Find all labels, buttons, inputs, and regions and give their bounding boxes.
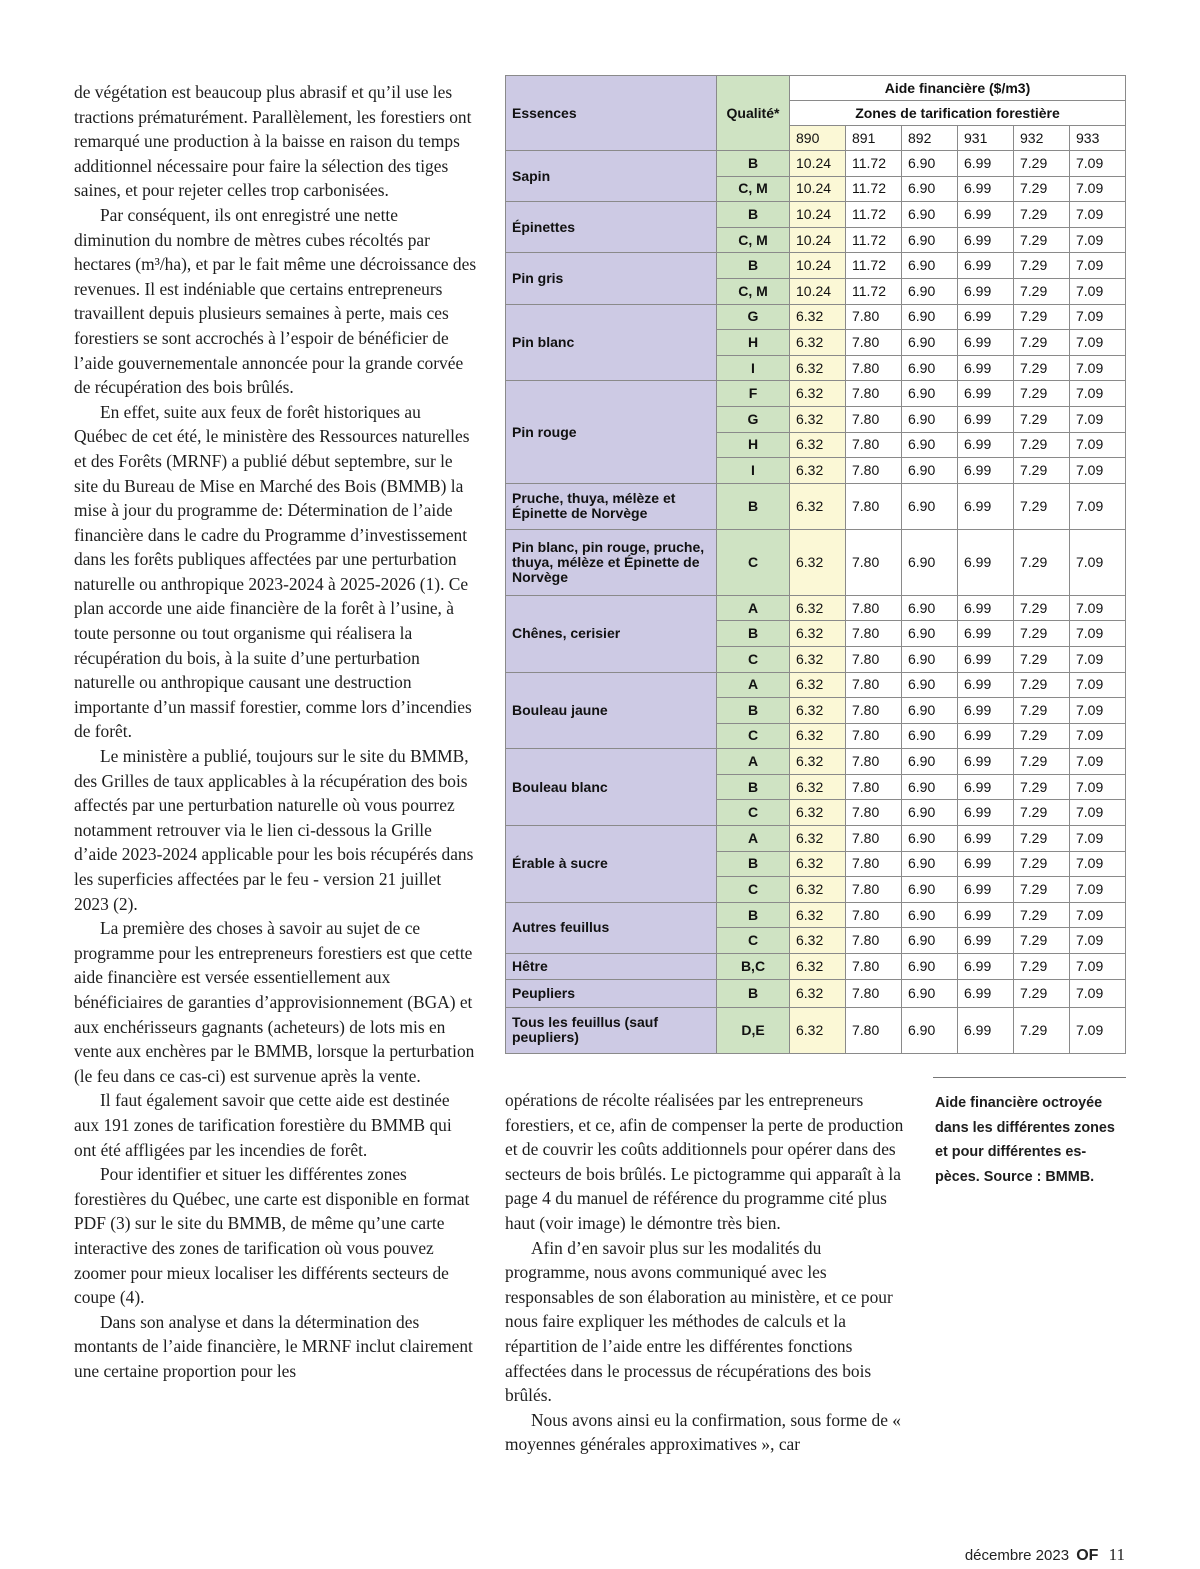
header-zones-tarification: Zones de tarification forestière [790,101,1126,126]
value-cell: 7.80 [846,826,902,852]
qualite-cell: H [717,330,790,356]
value-cell: 11.72 [846,176,902,202]
table-row [506,529,1126,595]
paragraph: Afin d’en savoir plus sur les modalités du programme, nous avons communiqué avec les responsables de son élaboration au ministère, et ce pour nous faire expliquer les méthodes de calculs et la répartition de l’aide entre les différentes fonctions affectées dans le processus de récupérations des bois brûlés. [505,1237,893,1406]
qualite-cell: B [717,851,790,877]
value-cell: 6.32 [790,304,846,330]
value-cell: 6.32 [790,774,846,800]
value-cell: 7.80 [846,595,902,621]
value-cell: 6.32 [790,800,846,826]
value-cell: 7.09 [1070,483,1126,529]
value-cell: 6.90 [902,278,958,304]
value-cell: 7.29 [1014,151,1070,177]
value-cell: 10.24 [790,151,846,177]
value-cell: 7.80 [846,646,902,672]
qualite-cell: A [717,672,790,698]
value-cell: 6.90 [902,355,958,381]
value-cell: 6.32 [790,672,846,698]
header-essences: Essences [506,76,717,151]
value-cell: 6.32 [790,432,846,458]
zone-header-cell: 890 [790,126,846,151]
essence-cell: Tous les feuillus (sauf peupliers) [506,1007,717,1053]
value-cell: 6.99 [958,529,1014,595]
value-cell: 6.90 [902,432,958,458]
qualite-cell: B [717,151,790,177]
value-cell: 6.32 [790,979,846,1007]
value-cell: 7.29 [1014,202,1070,228]
value-cell: 7.29 [1014,877,1070,903]
value-cell: 7.29 [1014,406,1070,432]
qualite-cell: B,C [717,954,790,980]
paragraph: opérations de récolte réalisées par les entrepreneurs forestiers, et ce, afin de compenser la perte de production et de couvrir les coûts additionnels pour opérer dans des secteurs de bois brûlés. Le pictogramme qui apparaît à la page 4 du manuel de référence du programme cité plus haut (voir image) le démontre très bien. [505,1090,904,1233]
value-cell: 7.29 [1014,954,1070,980]
paragraph: La première des choses à savoir au sujet de ce programme pour les entrepreneurs forestiers est que cette aide financière est versée essentiellement aux bénéficiaires de garanties d’approvisionnement (BGA) et aux enchérisseurs gagnants (acheteurs) de lots mis en vente aux enchères par le BMMB, lorsque la perturbation (le feu dans ce cas-ci) est survenue après la vente. [74,918,475,1086]
value-cell: 7.09 [1070,529,1126,595]
value-cell: 7.80 [846,902,902,928]
value-cell: 6.99 [958,202,1014,228]
value-cell: 6.99 [958,151,1014,177]
value-cell: 7.09 [1070,176,1126,202]
value-cell: 7.29 [1014,928,1070,954]
qualite-cell: B [717,483,790,529]
caption-divider [933,1077,1126,1078]
value-cell: 6.99 [958,381,1014,407]
table-row [506,979,1126,1007]
value-cell: 6.99 [958,1007,1014,1053]
value-cell: 6.99 [958,672,1014,698]
footer-date: décembre 2023 [964,1547,1070,1564]
value-cell: 7.29 [1014,432,1070,458]
value-cell: 6.32 [790,698,846,724]
value-cell: 7.29 [1014,698,1070,724]
qualite-cell: G [717,304,790,330]
paragraph: Par conséquent, ils ont enregistré une nette diminution du nombre de mètres cubes récoltés par hectares (m³/ha), et par le fait même une décroissance des revenues. Il est indéniable que certains entrepreneurs travaillent depuis plusieurs semaines à perte, mais ces forestiers se sont accrochés à l’espoir de bénéficier de l’aide gouvernementale annoncée pour la grande corvée de récupération des bois brûlés. [74,204,477,398]
essence-cell: Pin blanc, pin rouge, pruche, thuya, mélèze et Épinette de Norvège [506,529,717,595]
value-cell: 6.90 [902,227,958,253]
value-cell: 6.32 [790,355,846,381]
qualite-cell: G [717,406,790,432]
value-cell: 7.09 [1070,304,1126,330]
value-cell: 6.90 [902,698,958,724]
value-cell: 7.09 [1070,954,1126,980]
value-cell: 7.09 [1070,406,1126,432]
value-cell: 6.99 [958,406,1014,432]
value-cell: 7.80 [846,851,902,877]
value-cell: 7.29 [1014,749,1070,775]
essence-cell: Pin rouge [506,381,717,483]
value-cell: 6.90 [902,851,958,877]
essence-cell: Peupliers [506,979,717,1007]
value-cell: 7.09 [1070,672,1126,698]
value-cell: 6.90 [902,406,958,432]
value-cell: 10.24 [790,253,846,279]
value-cell: 7.80 [846,304,902,330]
value-cell: 7.29 [1014,672,1070,698]
qualite-cell: C [717,646,790,672]
value-cell: 6.90 [902,749,958,775]
value-cell: 6.32 [790,1007,846,1053]
article-left-column [74,80,478,1383]
table-row [506,1007,1126,1053]
value-cell: 7.09 [1070,826,1126,852]
value-cell: 7.80 [846,432,902,458]
value-cell: 6.99 [958,979,1014,1007]
value-cell: 6.90 [902,800,958,826]
page-number: 11 [1108,1545,1125,1564]
qualite-cell: B [717,902,790,928]
value-cell: 10.24 [790,202,846,228]
value-cell: 10.24 [790,278,846,304]
value-cell: 6.99 [958,355,1014,381]
value-cell: 7.29 [1014,253,1070,279]
value-cell: 7.29 [1014,227,1070,253]
value-cell: 7.09 [1070,774,1126,800]
value-cell: 7.09 [1070,749,1126,775]
value-cell: 7.09 [1070,902,1126,928]
essence-cell: Pin blanc [506,304,717,381]
paragraph: Nous avons ainsi eu la confirmation, sous forme de « moyennes générales approximatives », car [505,1409,901,1455]
value-cell: 6.90 [902,774,958,800]
value-cell: 7.29 [1014,826,1070,852]
value-cell: 6.32 [790,954,846,980]
value-cell: 7.09 [1070,723,1126,749]
value-cell: 6.32 [790,529,846,595]
value-cell: 6.99 [958,330,1014,356]
value-cell: 7.80 [846,698,902,724]
value-cell: 6.99 [958,698,1014,724]
value-cell: 11.72 [846,151,902,177]
qualite-cell: B [717,621,790,647]
value-cell: 6.90 [902,621,958,647]
qualite-cell: B [717,202,790,228]
value-cell: 6.32 [790,902,846,928]
qualite-cell: C [717,723,790,749]
value-cell: 6.90 [902,529,958,595]
value-cell: 7.09 [1070,621,1126,647]
value-cell: 7.29 [1014,595,1070,621]
value-cell: 6.90 [902,672,958,698]
zone-header-cell: 891 [846,126,902,151]
header-aide-financiere: Aide financière ($/m3) [790,76,1126,101]
value-cell: 7.29 [1014,381,1070,407]
header-qualite: Qualité* [717,76,790,151]
value-cell: 10.24 [790,176,846,202]
essence-cell: Pin gris [506,253,717,304]
value-cell: 7.80 [846,483,902,529]
value-cell: 6.99 [958,851,1014,877]
value-cell: 6.90 [902,176,958,202]
value-cell: 7.80 [846,381,902,407]
article-middle-column [505,1088,905,1457]
value-cell: 6.32 [790,595,846,621]
qualite-cell: C [717,928,790,954]
value-cell: 7.09 [1070,355,1126,381]
value-cell: 7.29 [1014,902,1070,928]
essence-cell: Hêtre [506,954,717,980]
value-cell: 6.90 [902,381,958,407]
table-row [506,304,1126,330]
value-cell: 7.80 [846,877,902,903]
zone-header-cell: 932 [1014,126,1070,151]
table-caption: Aide financière octroyée dans les différentes zones et pour différentes es-pèces. Source : BMMB. [935,1095,1115,1185]
value-cell: 7.09 [1070,877,1126,903]
value-cell: 11.72 [846,278,902,304]
value-cell: 6.99 [958,595,1014,621]
value-cell: 6.90 [902,253,958,279]
value-cell: 7.29 [1014,304,1070,330]
value-cell: 7.80 [846,928,902,954]
value-cell: 7.80 [846,330,902,356]
value-cell: 6.90 [902,151,958,177]
value-cell: 7.29 [1014,646,1070,672]
value-cell: 7.80 [846,406,902,432]
value-cell: 6.99 [958,176,1014,202]
value-cell: 6.32 [790,621,846,647]
paragraph: Le ministère a publié, toujours sur le site du BMMB, des Grilles de taux applicables à la récupération des bois affectés par une perturbation naturelle où vous pourrez notamment retrouver via le lien ci-dessous la Grille d’aide 2023-2024 applicable pour les bois récupérés dans les superficies affectées par le feu - version 21 juillet 2023 (2). [74,746,474,914]
qualite-cell: B [717,253,790,279]
value-cell: 6.99 [958,826,1014,852]
value-cell: 6.32 [790,826,846,852]
value-cell: 7.29 [1014,723,1070,749]
table-row [506,595,1126,621]
essence-cell: Bouleau blanc [506,749,717,826]
essence-cell: Épinettes [506,202,717,253]
qualite-cell: A [717,826,790,852]
value-cell: 6.99 [958,253,1014,279]
paragraph: Pour identifier et situer les différentes zones forestières du Québec, une carte est disponible en format PDF (3) sur le site du BMMB, de même qu’une carte interactive des zones de tarification où vous pouvez zoomer pour mieux localiser les différents secteurs de coupe (4). [74,1164,470,1308]
qualite-cell: D,E [717,1007,790,1053]
value-cell: 6.90 [902,304,958,330]
page-footer [965,1545,1125,1565]
zone-header-cell: 892 [902,126,958,151]
value-cell: 7.29 [1014,1007,1070,1053]
qualite-cell: A [717,749,790,775]
value-cell: 6.32 [790,381,846,407]
value-cell: 6.90 [902,202,958,228]
value-cell: 6.32 [790,330,846,356]
value-cell: 7.09 [1070,151,1126,177]
value-cell: 7.29 [1014,458,1070,484]
value-cell: 6.90 [902,826,958,852]
table-row [506,151,1126,177]
table-row [506,954,1126,980]
value-cell: 7.80 [846,979,902,1007]
value-cell: 6.99 [958,902,1014,928]
value-cell: 7.09 [1070,253,1126,279]
value-cell: 6.99 [958,278,1014,304]
value-cell: 6.99 [958,227,1014,253]
table-row [506,672,1126,698]
value-cell: 7.29 [1014,774,1070,800]
value-cell: 7.09 [1070,381,1126,407]
qualite-cell: I [717,458,790,484]
value-cell: 7.29 [1014,330,1070,356]
qualite-cell: B [717,774,790,800]
value-cell: 6.99 [958,723,1014,749]
value-cell: 6.90 [902,928,958,954]
table-row [506,826,1126,852]
value-cell: 6.99 [958,800,1014,826]
essence-cell: Sapin [506,151,717,202]
value-cell: 10.24 [790,227,846,253]
value-cell: 7.80 [846,749,902,775]
value-cell: 6.32 [790,851,846,877]
value-cell: 6.90 [902,877,958,903]
value-cell: 6.99 [958,954,1014,980]
value-cell: 6.99 [958,304,1014,330]
value-cell: 6.90 [902,1007,958,1053]
essence-cell: Pruche, thuya, mélèze et Épinette de Norvège [506,483,717,529]
value-cell: 7.80 [846,621,902,647]
aide-financiere-table [505,75,1126,1054]
value-cell: 7.80 [846,723,902,749]
qualite-cell: F [717,381,790,407]
value-cell: 6.90 [902,483,958,529]
value-cell: 6.99 [958,432,1014,458]
value-cell: 11.72 [846,253,902,279]
value-cell: 6.90 [902,954,958,980]
value-cell: 6.99 [958,749,1014,775]
value-cell: 6.32 [790,458,846,484]
paragraph: En effet, suite aux feux de forêt historiques au Québec de cet été, le ministère des Ressources naturelles et des Forêts (MRNF) a publié début septembre, sur le site du Bureau de Mise en Marché des Bois (BMMB) la mise à jour du programme de: Détermination de l’aide financière dans le cadre du Programme d’investissement dans les forêts publiques affectées par une perturbation naturelle ou anthropique 2023-2024 à 2025-2026 (1). Ce plan accorde une aide financière de la forêt à l’usine, à toute personne ou tout organisme qui réalisera la récupération du bois, à la suite d’une perturbation naturelle ou anthropique causant une destruction importante d’un massif forestier, comme lors d’incendies de forêt. [74,401,472,742]
value-cell: 6.90 [902,979,958,1007]
value-cell: 6.99 [958,877,1014,903]
value-cell: 7.09 [1070,928,1126,954]
value-cell: 7.29 [1014,176,1070,202]
qualite-cell: I [717,355,790,381]
value-cell: 6.99 [958,646,1014,672]
qualite-cell: C, M [717,278,790,304]
value-cell: 6.32 [790,928,846,954]
qualite-cell: C [717,529,790,595]
zone-header-cell: 931 [958,126,1014,151]
value-cell: 6.32 [790,749,846,775]
table-row [506,483,1126,529]
qualite-cell: C [717,800,790,826]
value-cell: 7.09 [1070,595,1126,621]
value-cell: 7.09 [1070,646,1126,672]
value-cell: 7.09 [1070,278,1126,304]
paragraph: Il faut également savoir que cette aide est destinée aux 191 zones de tarification forestière du BMMB qui ont été affligées par les incendies de forêt. [74,1090,452,1160]
value-cell: 7.29 [1014,621,1070,647]
value-cell: 7.09 [1070,330,1126,356]
table-row [506,902,1126,928]
value-cell: 7.09 [1070,698,1126,724]
value-cell: 7.80 [846,774,902,800]
value-cell: 7.09 [1070,202,1126,228]
value-cell: 7.29 [1014,800,1070,826]
paragraph: de végétation est beaucoup plus abrasif et qu’il use les tractions prématurément. Parallèlement, les forestiers ont remarqué une production à la baisse en raison du temps additionnel nécessaire pour faire la sélection des tiges saines, et pour rejeter celles trop carbonisées. [74,82,472,201]
value-cell: 7.80 [846,672,902,698]
value-cell: 7.09 [1070,432,1126,458]
value-cell: 7.29 [1014,355,1070,381]
value-cell: 6.99 [958,774,1014,800]
value-cell: 7.09 [1070,851,1126,877]
essence-cell: Érable à sucre [506,826,717,903]
value-cell: 6.90 [902,646,958,672]
value-cell: 6.32 [790,646,846,672]
table-row [506,749,1126,775]
value-cell: 6.99 [958,621,1014,647]
value-cell: 6.99 [958,483,1014,529]
value-cell: 7.29 [1014,979,1070,1007]
paragraph: Dans son analyse et dans la détermination des montants de l’aide financière, le MRNF inclut clairement une certaine proportion pour les [74,1311,473,1381]
value-cell: 7.29 [1014,483,1070,529]
value-cell: 7.80 [846,529,902,595]
qualite-cell: H [717,432,790,458]
footer-magazine: OF [1076,1547,1099,1564]
value-cell: 7.29 [1014,278,1070,304]
qualite-cell: C, M [717,227,790,253]
value-cell: 11.72 [846,227,902,253]
value-cell: 7.29 [1014,851,1070,877]
value-cell: 7.80 [846,355,902,381]
value-cell: 7.09 [1070,227,1126,253]
value-cell: 6.32 [790,723,846,749]
table-row [506,253,1126,279]
value-cell: 7.09 [1070,1007,1126,1053]
value-cell: 6.90 [902,902,958,928]
qualite-cell: B [717,698,790,724]
essence-cell: Autres feuillus [506,902,717,953]
zone-header-cell: 933 [1070,126,1126,151]
qualite-cell: A [717,595,790,621]
qualite-cell: B [717,979,790,1007]
value-cell: 6.90 [902,723,958,749]
value-cell: 6.90 [902,595,958,621]
value-cell: 7.80 [846,954,902,980]
qualite-cell: C [717,877,790,903]
value-cell: 6.99 [958,928,1014,954]
value-cell: 6.99 [958,458,1014,484]
value-cell: 7.80 [846,800,902,826]
value-cell: 6.90 [902,458,958,484]
table-row [506,202,1126,228]
value-cell: 6.32 [790,877,846,903]
value-cell: 7.09 [1070,800,1126,826]
value-cell: 11.72 [846,202,902,228]
value-cell: 7.80 [846,458,902,484]
value-cell: 7.29 [1014,529,1070,595]
essence-cell: Bouleau jaune [506,672,717,749]
value-cell: 7.80 [846,1007,902,1053]
value-cell: 6.90 [902,330,958,356]
value-cell: 6.32 [790,483,846,529]
value-cell: 6.32 [790,406,846,432]
qualite-cell: C, M [717,176,790,202]
value-cell: 7.09 [1070,458,1126,484]
essence-cell: Chênes, cerisier [506,595,717,672]
table-row [506,381,1126,407]
value-cell: 7.09 [1070,979,1126,1007]
